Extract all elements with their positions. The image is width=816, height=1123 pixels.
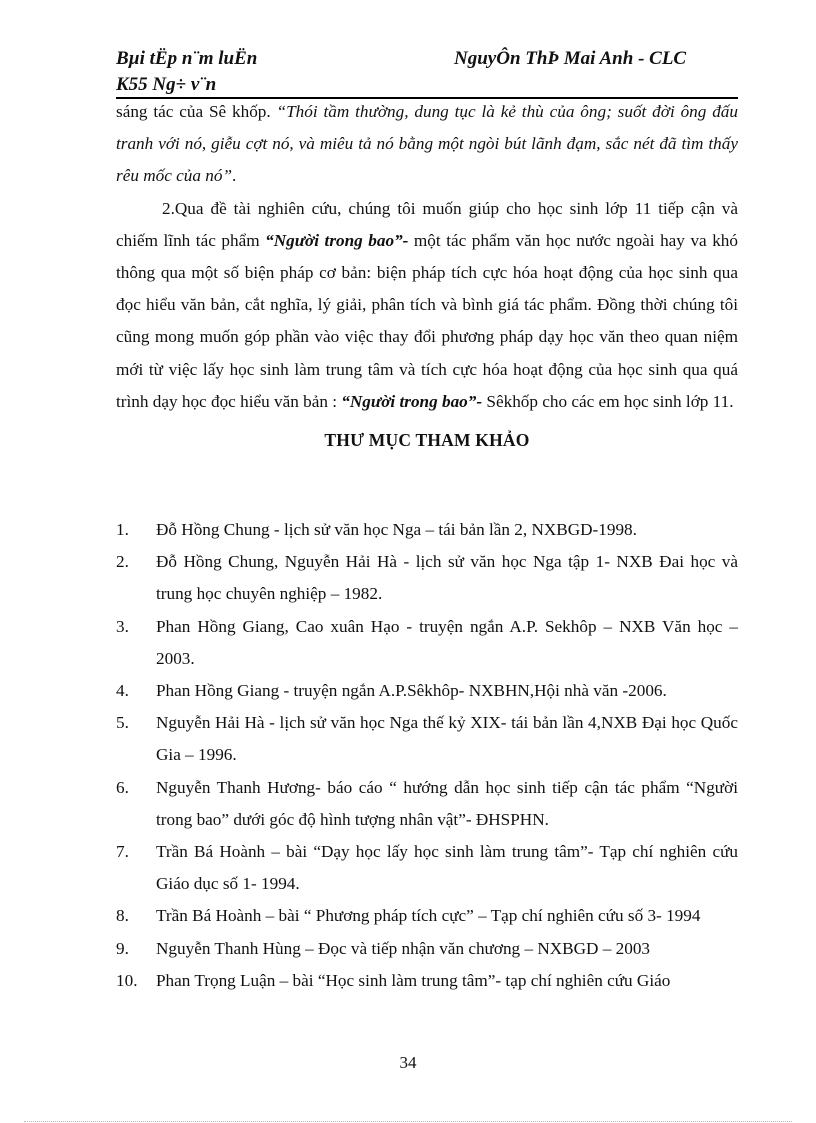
reference-text: Nguyễn Thanh Hương- báo cáo “ hướng dẫn học sinh tiếp cận tác phẩm “Người trong bao” dưới góc độ hình tượng nhân vật”- ĐHSPHN. <box>156 777 738 829</box>
paragraph-1 <box>116 96 738 193</box>
header-left-line1: Bµi tËp n¨m luËn <box>116 48 258 69</box>
reference-text: Phan Trọng Luận – bài “Học sinh làm trung tâm”- tạp chí nghiên cứu Giáo <box>156 970 671 990</box>
reference-number: 5. <box>116 713 129 733</box>
reference-item <box>116 836 738 900</box>
reference-item <box>116 965 738 997</box>
paragraph-2-text-c: Sêkhốp cho các em học sinh lớp 11. <box>482 391 734 411</box>
reference-item <box>116 707 738 771</box>
paragraph-1-quote: “Thói tầm thường, dung tục là kẻ thù của ông; suốt đời ông đấu tranh với nó, giễu cợt nó, và miêu tả nó bằng một ngòi bút lãnh đạm, sắc nét đã tìm thấy rêu mốc của nó” <box>116 102 738 186</box>
reference-text: Phan Hồng Giang, Cao xuân Hạo - truyện ngắn A.P. Sekhôp – NXB Văn học – 2003. <box>156 616 738 668</box>
reference-item <box>116 611 738 675</box>
reference-text: Trần Bá Hoành – bài “ Phương pháp tích cực” – Tạp chí nghiên cứu số 3- 1994 <box>156 906 701 926</box>
paragraph-2-text-b: một tác phẩm văn học nước ngoài hay va khó thông qua một số biện pháp cơ bản: biện pháp tích cực hóa hoạt động của học sinh qua đọc hiểu văn bản, cắt nghĩa, lý giải, phân tích và bình giá tác phẩm. Đồng thời chúng tôi cũng mong muốn góp phần vào việc thay đổi phương pháp dạy học văn theo quan niệm mới từ việc lấy học sinh làm trung tâm và tích cực hóa hoạt động của học sinh qua quá trình dạy học đọc hiểu văn bản : <box>116 230 738 411</box>
reference-text: Trần Bá Hoành – bài “Dạy học lấy học sinh làm trung tâm”- Tạp chí nghiên cứu Giáo dục số 1- 1994. <box>156 842 738 894</box>
reference-number: 3. <box>116 616 129 636</box>
reference-number: 7. <box>116 842 129 862</box>
reference-text: Đỗ Hồng Chung, Nguyễn Hải Hà - lịch sử văn học Nga tập 1- NXB Đai học và trung học chuyên nghiệp – 1982. <box>156 552 738 604</box>
reference-number: 10. <box>116 970 138 990</box>
paragraph-1-lead: sáng tác của Sê khốp. <box>116 102 277 121</box>
reference-number: 2. <box>116 552 129 572</box>
header-left-line2: K55 Ng÷ v¨n <box>116 74 217 95</box>
reference-text: Nguyễn Thanh Hùng – Đọc và tiếp nhận văn chương – NXBGD – 2003 <box>156 938 651 958</box>
reference-item <box>116 546 738 610</box>
reference-item <box>116 772 738 836</box>
header-author: NguyÔn ThÞ Mai Anh - CLC <box>454 48 687 69</box>
page-bottom-edge <box>24 1121 792 1122</box>
reference-text: Phan Hồng Giang - truyện ngắn A.P.Sêkhôp- NXBHN,Hội nhà văn -2006. <box>156 681 667 701</box>
work-title: “Người trong bao”- <box>265 230 409 250</box>
reference-item <box>116 675 738 707</box>
reference-number: 8. <box>116 906 129 926</box>
reference-item <box>116 900 738 932</box>
paragraph-1-end: . <box>232 166 237 186</box>
reference-number: 6. <box>116 777 129 797</box>
paragraph-2 <box>116 193 738 418</box>
body-text <box>116 96 738 456</box>
reference-item <box>116 933 738 965</box>
reference-number: 9. <box>116 938 129 958</box>
references-heading: THƯ MỤC THAM KHẢO <box>324 430 530 451</box>
reference-number: 1. <box>116 520 129 539</box>
reference-item <box>116 514 738 546</box>
work-title: “Người trong bao”- <box>341 391 483 411</box>
page-number: 34 <box>399 1053 417 1072</box>
reference-text: Nguyễn Hải Hà - lịch sử văn học Nga thế kỷ XIX- tái bản lần 4,NXB Đại học Quốc Gia – 1996. <box>156 713 738 765</box>
reference-number: 4. <box>116 681 129 701</box>
paragraph-2-text-a: 2.Qua đề tài nghiên cứu, chúng tôi muốn giúp cho học sinh lớp 11 tiếp cận và chiếm lĩnh tác phẩm <box>116 198 738 250</box>
references-list <box>116 514 738 997</box>
reference-text: Đỗ Hồng Chung - lịch sử văn học Nga – tái bản lần 2, NXBGD-1998. <box>156 520 637 539</box>
